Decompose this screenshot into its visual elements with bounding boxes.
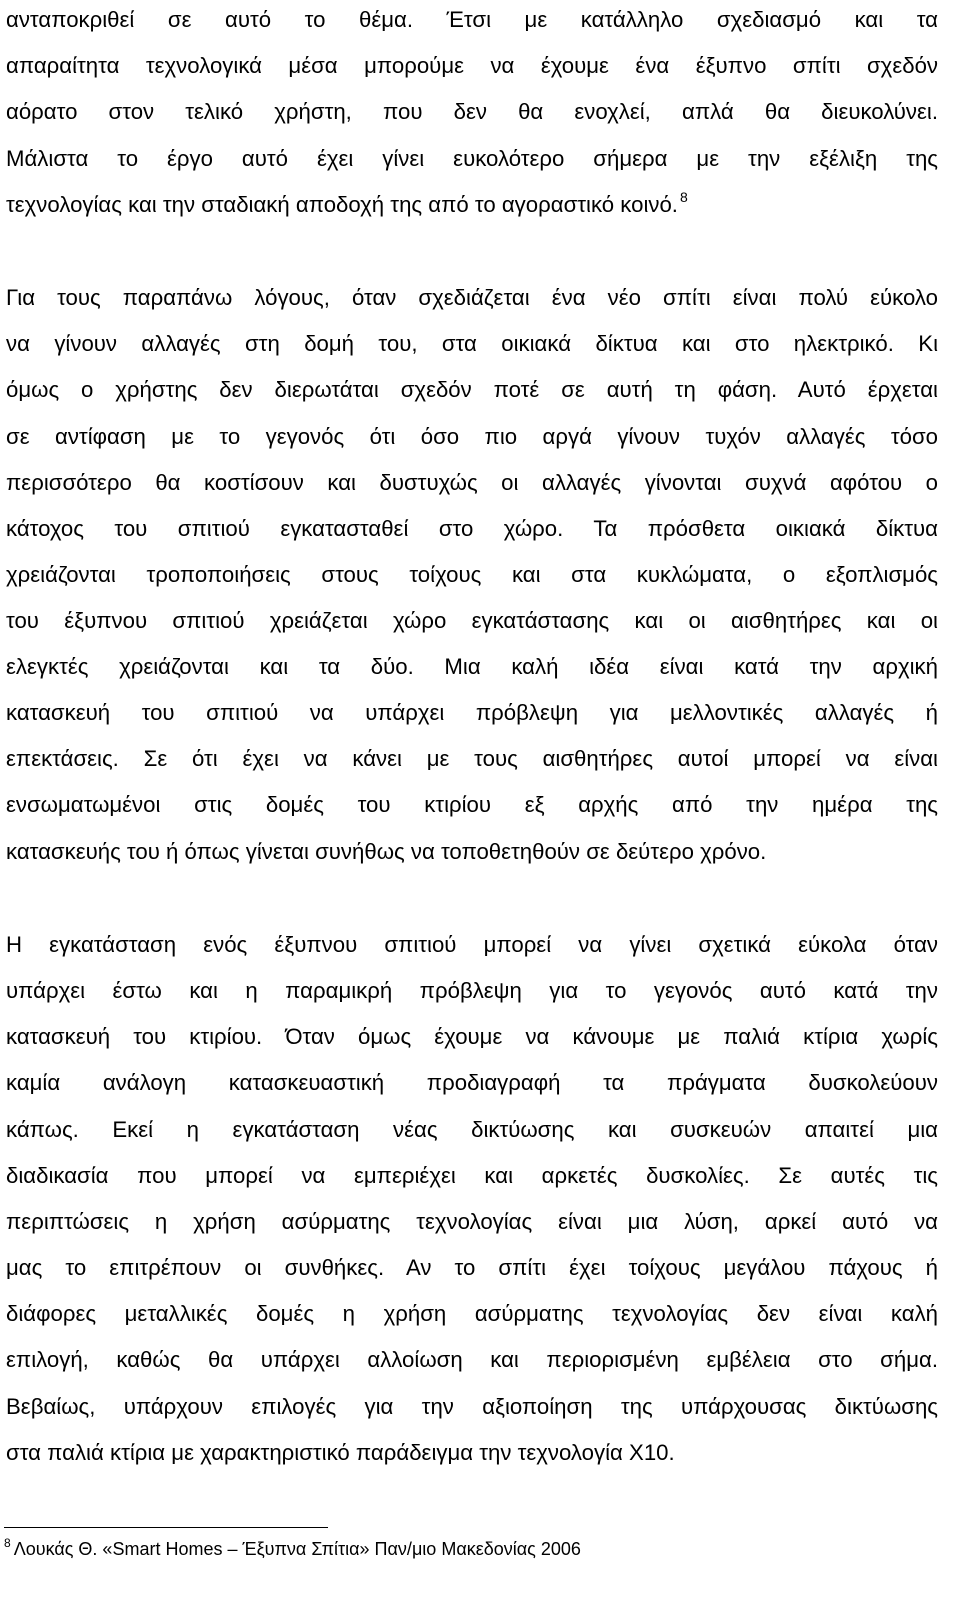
paragraph-3-line-12: στα παλιά κτίρια με χαρακτηριστικό παράδειγμα την τεχνολογία X10. xyxy=(6,1440,675,1465)
footnote-number: 8 xyxy=(4,1536,11,1550)
footnote-reference: 8 xyxy=(679,189,688,205)
paragraph-2-line-13: κατασκευής του ή όπως γίνεται συνήθως να τοποθετηθούν σε δεύτερο χρόνο. xyxy=(6,839,767,864)
paragraph-1-line-4: Μάλιστα το έργο αυτό έχει γίνει ευκολότερο σήμερα με την εξέλιξη της xyxy=(6,146,938,171)
paragraph-2-line-8: του έξυπνου σπιτιού χρειάζεται χώρο εγκατάστασης και οι αισθητήρες και οι xyxy=(6,608,938,633)
paragraph-1-line-3: αόρατο στον τελικό χρήστη, που δεν θα ενοχλεί, απλά θα διευκολύνει. xyxy=(6,99,938,124)
paragraph-3-line-9: διάφορες μεταλλικές δομές η χρήση ασύρματης τεχνολογίας δεν είναι καλή xyxy=(6,1301,938,1326)
paragraph-3-line-4: καμία ανάλογη κατασκευαστική προδιαγραφή τα πράγματα δυσκολεύουν xyxy=(6,1070,938,1095)
paragraph-3-line-10: επιλογή, καθώς θα υπάρχει αλλοίωση και περιορισμένη εμβέλεια στο σήμα. xyxy=(6,1347,938,1372)
paragraph-2-line-5: περισσότερο θα κοστίσουν και δυστυχώς οι αλλαγές γίνονται συχνά αφότου ο xyxy=(6,470,938,495)
footnote-separator xyxy=(4,1527,328,1528)
paragraph-3-line-8: μας το επιτρέπουν οι συνθήκες. Αν το σπίτι έχει τοίχους μεγάλου πάχους ή xyxy=(6,1255,938,1280)
paragraph-2-line-7: χρειάζονται τροποποιήσεις στους τοίχους και στα κυκλώματα, ο εξοπλισμός xyxy=(6,562,938,587)
paragraph-3-line-5: κάπως. Εκεί η εγκατάσταση νέας δικτύωσης και συσκευών απαιτεί μια xyxy=(6,1117,938,1142)
paragraph-2-line-4: σε αντίφαση με το γεγονός ότι όσο πιο αργά γίνουν τυχόν αλλαγές τόσο xyxy=(6,424,938,449)
paragraph-3-line-11: Βεβαίως, υπάρχουν επιλογές για την αξιοποίηση της υπάρχουσας δικτύωσης xyxy=(6,1394,938,1419)
paragraph-3-line-1: Η εγκατάσταση ενός έξυπνου σπιτιού μπορεί να γίνει σχετικά εύκολα όταν xyxy=(6,932,938,957)
paragraph-2-line-1: Για τους παραπάνω λόγους, όταν σχεδιάζεται ένα νέο σπίτι είναι πολύ εύκολο xyxy=(6,285,938,310)
paragraph-3-line-2: υπάρχει έστω και η παραμικρή πρόβλεψη για το γεγονός αυτό κατά την xyxy=(6,978,938,1003)
paragraph-2-line-2: να γίνουν αλλαγές στη δομή του, στα οικιακά δίκτυα και στο ηλεκτρικό. Κι xyxy=(6,331,938,356)
paragraph-1-line-2: απαραίτητα τεχνολογικά μέσα μπορούμε να έχουμε ένα έξυπνο σπίτι σχεδόν xyxy=(6,53,938,78)
paragraph-1-line-5 xyxy=(6,189,938,218)
paragraph-2-line-9: ελεγκτές χρειάζονται και τα δύο. Μια καλή ιδέα είναι κατά την αρχική xyxy=(6,654,938,679)
paragraph-1-line-1: ανταποκριθεί σε αυτό το θέμα. Έτσι με κατάλληλο σχεδιασμό και τα xyxy=(6,7,938,32)
paragraph-3-line-6: διαδικασία που μπορεί να εμπεριέχει και αρκετές δυσκολίες. Σε αυτές τις xyxy=(6,1163,938,1188)
paragraph-3-line-3: κατασκευή του κτιρίου. Όταν όμως έχουμε να κάνουμε με παλιά κτίρια χωρίς xyxy=(6,1024,938,1049)
paragraph-1-line-5-text: τεχνολογίας και την σταδιακή αποδοχή της από το αγοραστικό κοινό. xyxy=(6,192,678,217)
paragraph-2-line-12: ενσωματωμένοι στις δομές του κτιρίου εξ αρχής από την ημέρα της xyxy=(6,792,938,817)
paragraph-3-line-7: περιπτώσεις η χρήση ασύρματης τεχνολογίας είναι μια λύση, αρκεί αυτό να xyxy=(6,1209,938,1234)
paragraph-2-line-3: όμως ο χρήστης δεν διερωτάται σχεδόν ποτέ σε αυτή τη φάση. Αυτό έρχεται xyxy=(6,377,938,402)
paragraph-2-line-11: επεκτάσεις. Σε ότι έχει να κάνει με τους αισθητήρες αυτοί μπορεί να είναι xyxy=(6,746,938,771)
footnote xyxy=(4,1537,581,1561)
paragraph-2-line-6: κάτοχος του σπιτιού εγκατασταθεί στο χώρο. Τα πρόσθετα οικιακά δίκτυα xyxy=(6,516,938,541)
paragraph-2-line-10: κατασκευή του σπιτιού να υπάρχει πρόβλεψη για μελλοντικές αλλαγές ή xyxy=(6,700,938,725)
footnote-text: Λουκάς Θ. «Smart Homes – Έξυπνα Σπίτια» Παν/μιο Μακεδονίας 2006 xyxy=(13,1539,581,1559)
